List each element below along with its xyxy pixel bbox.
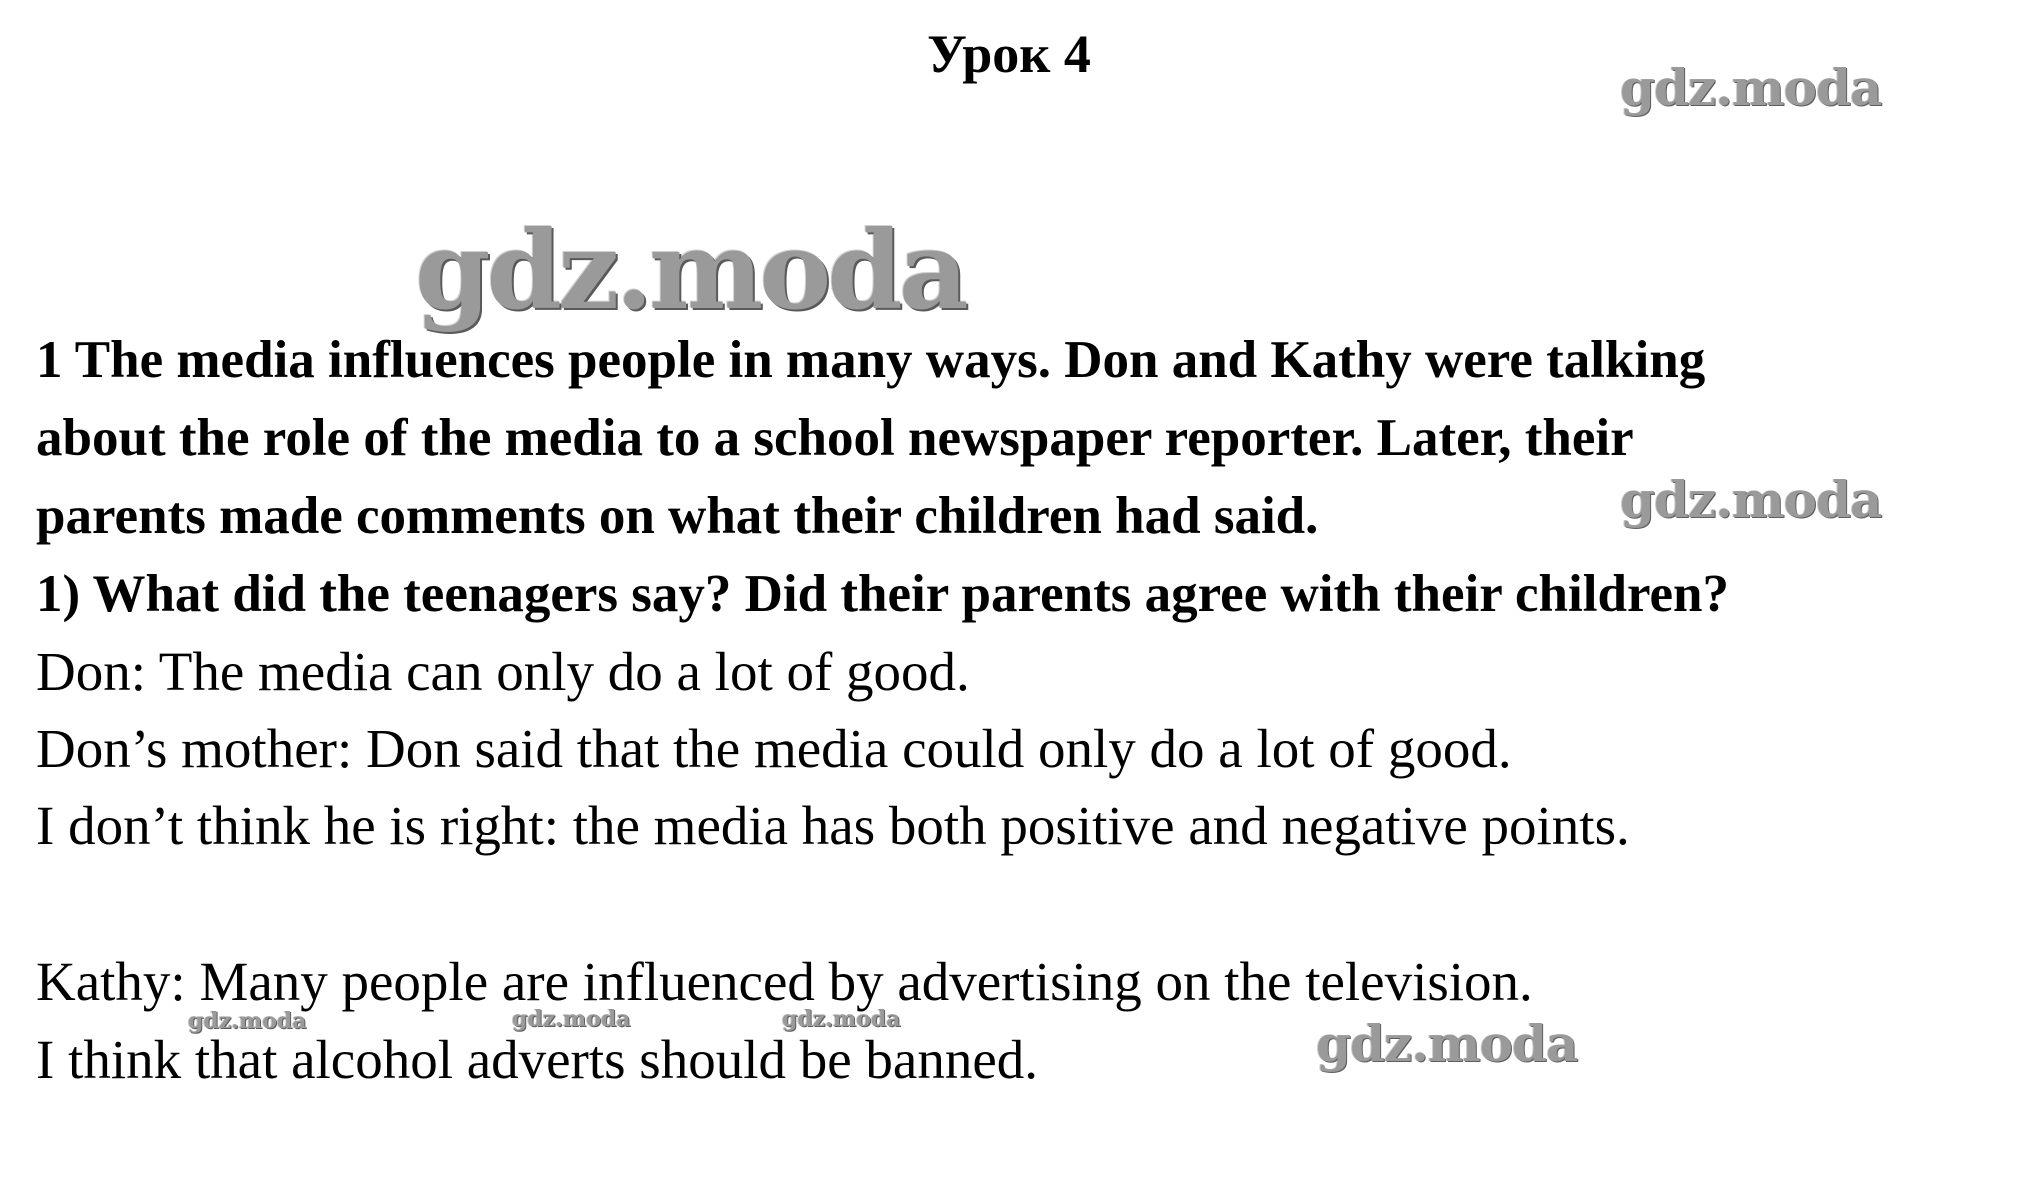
- watermark-logo: gdz.moda: [1316, 1014, 1578, 1073]
- task-heading-line-3: parents made comments on what their children had said.: [36, 487, 1319, 545]
- lesson-title: Урок 4: [927, 24, 1091, 84]
- watermark-logo: gdz.moda: [415, 208, 965, 334]
- watermark-logo: gdz.moda: [1620, 470, 1882, 529]
- don-line: Don: The media can only do a lot of good.: [36, 641, 970, 702]
- task-question: 1) What did the teenagers say? Did their parents agree with their children?: [36, 565, 1730, 623]
- kathy-line-1: Kathy: Many people are influenced by advertising on the television.: [36, 951, 1533, 1012]
- task-heading-line-1: 1 The media influences people in many ways. Don and Kathy were talking: [36, 331, 1706, 389]
- task-heading-line-2: about the role of the media to a school newspaper reporter. Later, their: [36, 409, 1634, 467]
- watermark-logo: gdz.moda: [782, 1006, 901, 1032]
- watermark-logo: gdz.moda: [512, 1006, 631, 1032]
- watermark-logo: gdz.moda: [1620, 58, 1882, 117]
- don-mother-line-2: I don’t think he is right: the media has both positive and negative points.: [36, 795, 1630, 856]
- watermark-logo: gdz.moda: [188, 1008, 307, 1034]
- don-mother-line-1: Don’s mother: Don said that the media could only do a lot of good.: [36, 718, 1512, 779]
- kathy-line-2: I think that alcohol adverts should be banned.: [36, 1029, 1038, 1090]
